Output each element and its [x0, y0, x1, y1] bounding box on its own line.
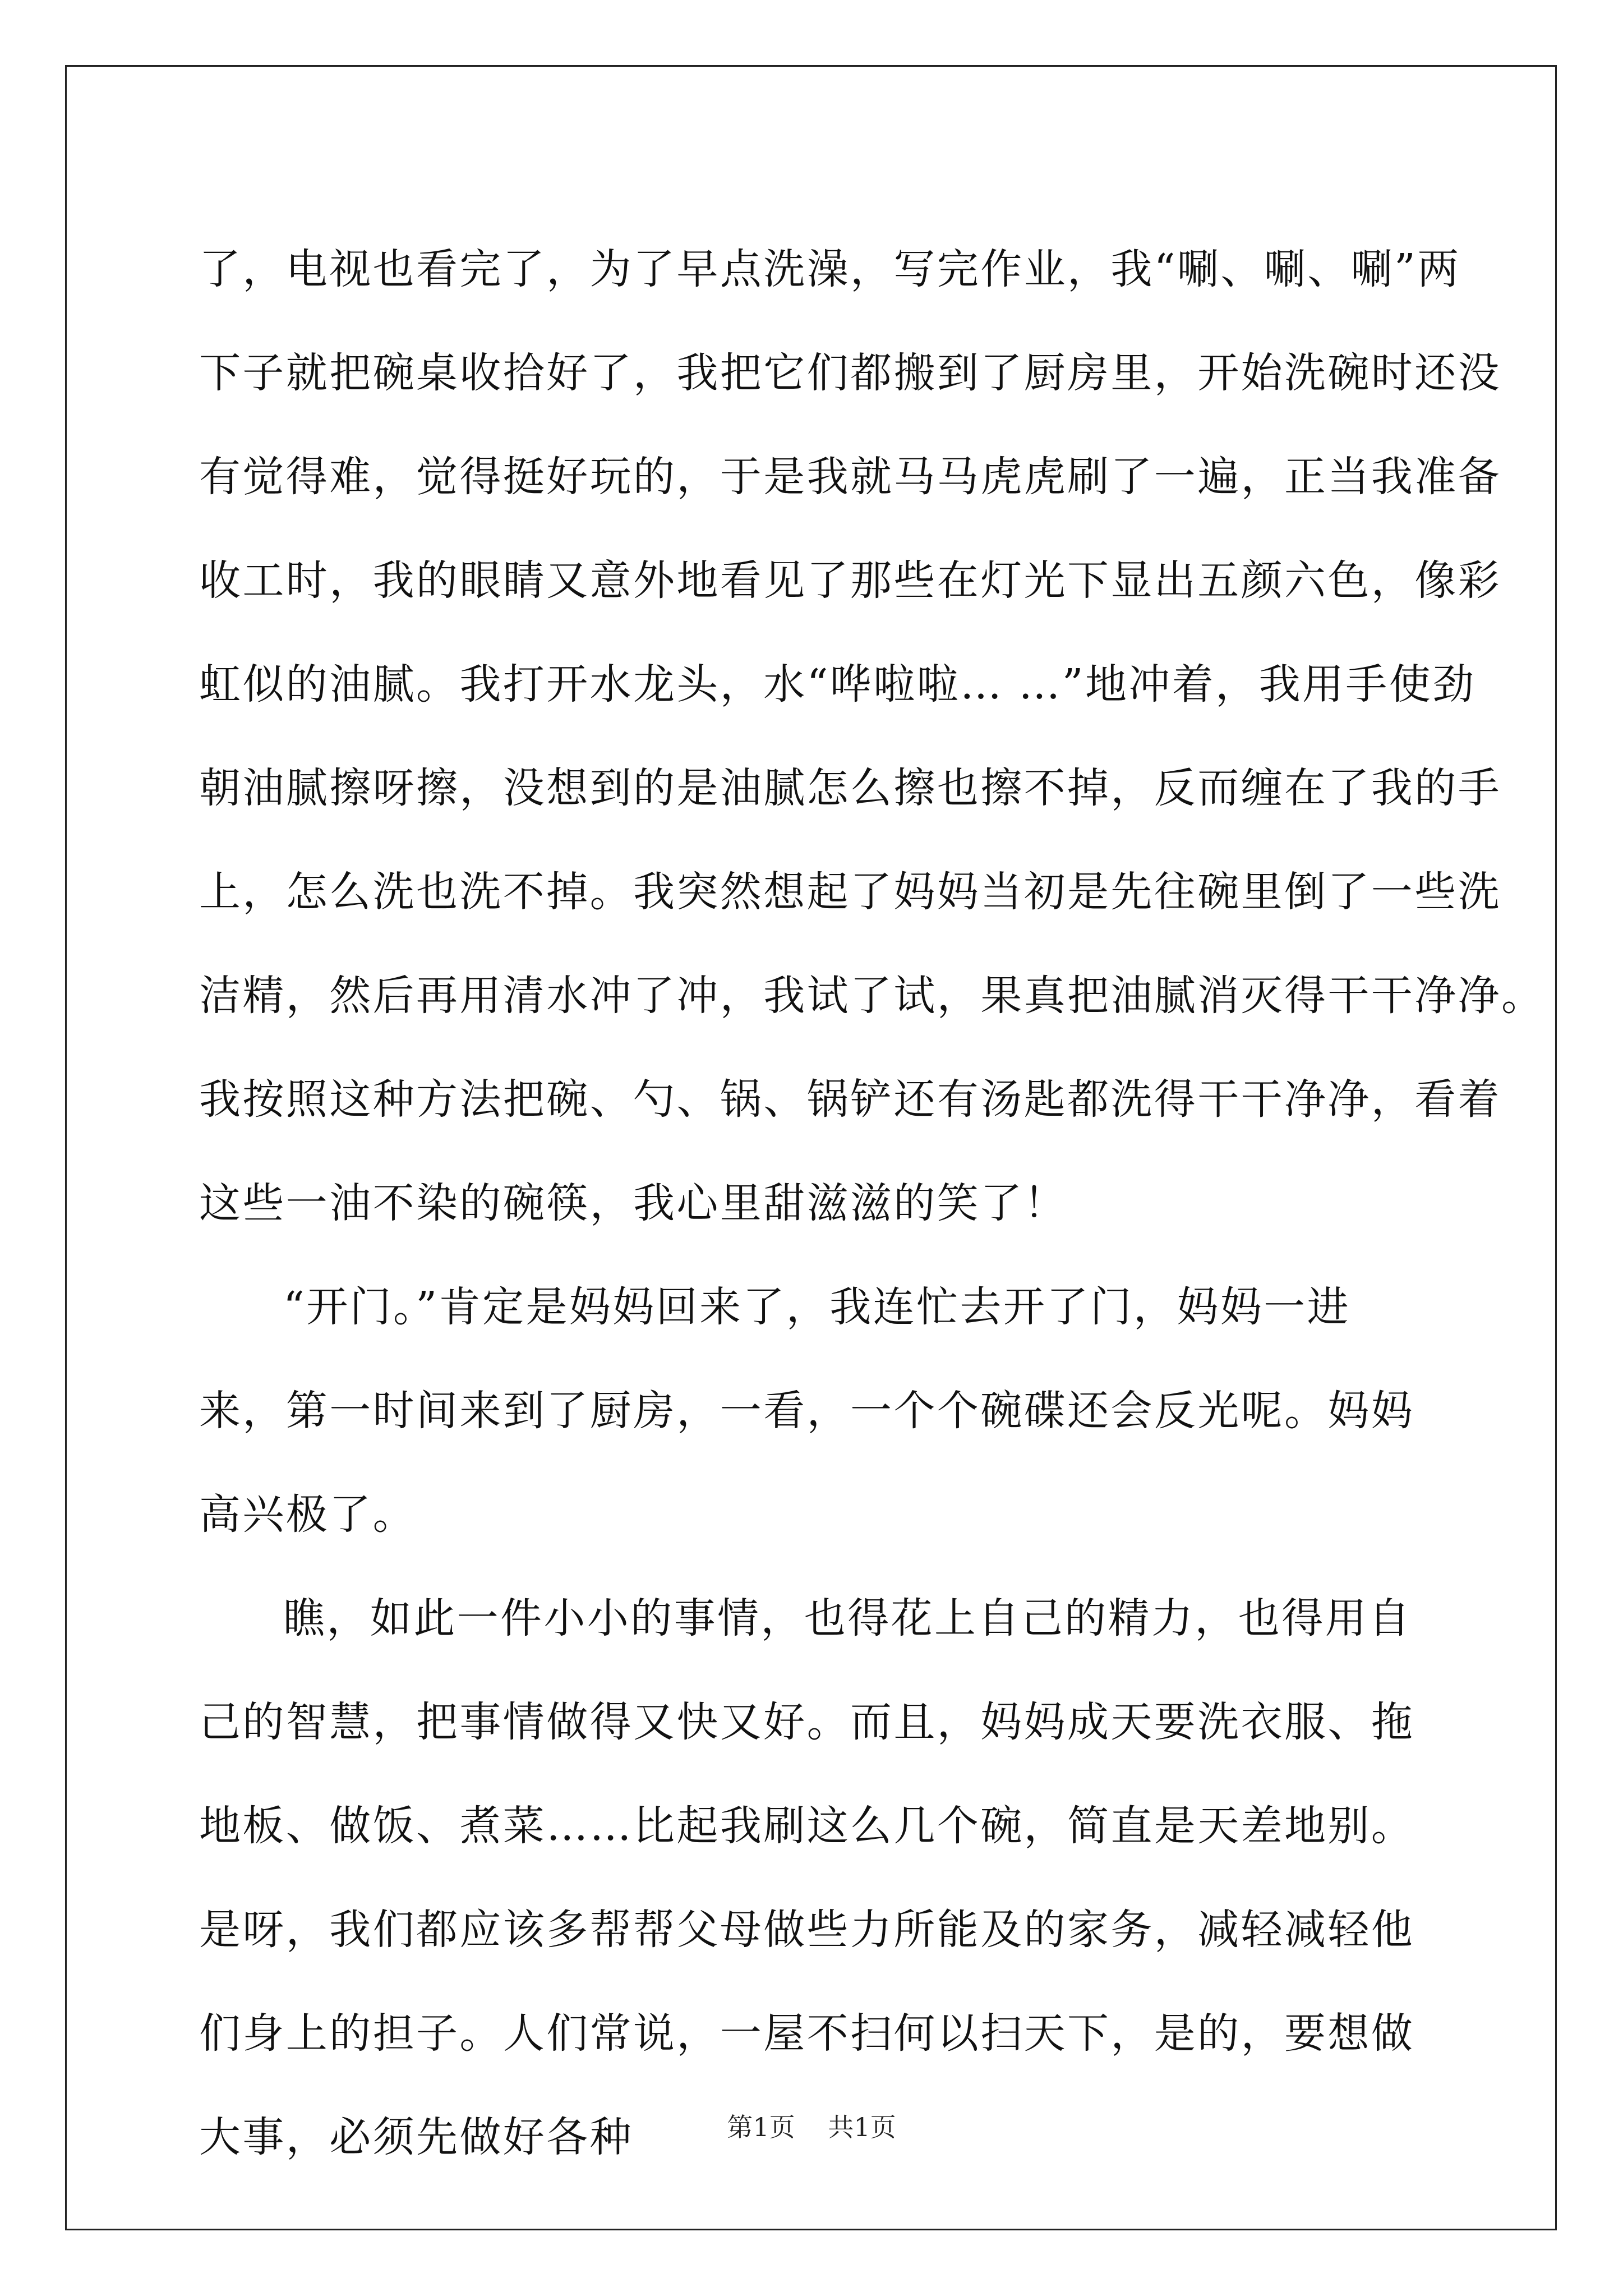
page-total: 共1页 [828, 2112, 896, 2142]
body-line: 我按照这种方法把碗、勺、锅、锅铲还有汤匙都洗得干干净净，看着 [199, 1075, 1501, 1124]
page-number: 第1页 [727, 2112, 795, 2142]
body-line: 洁精，然后再用清水冲了冲，我试了试，果真把油腻消灭得干干净净。 [199, 972, 1545, 1020]
body-line: 虹似的油腻。我打开水龙头，水“哗啦啦… …”地冲着，我用手使劲 [199, 660, 1476, 708]
body-line: 下子就把碗桌收拾好了，我把它们都搬到了厨房里，开始洗碗时还没 [199, 349, 1501, 397]
document-body [199, 218, 1545, 2189]
paragraph-reflection: 瞧，如此一件小小的事情，也得花上自己的精力，也得用自己的智慧，把事情做得又快又好。而且，妈妈成天要洗衣服、拖地板、做饭、煮菜……比起我刷这么几个碗，简直是天差地别。是呀，我们都应该多帮帮父母做些力所能及的家务，减轻减轻他们身上的担子。人们常说，一屋不扫何以扫天下，是的，要想做大事，必须先做好各种 [199, 1594, 1415, 2161]
body-line: 收工时，我的眼睛又意外地看见了那些在灯光下显出五颜六色，像彩 [199, 556, 1501, 605]
body-line: 了，电视也看完了，为了早点洗澡，写完作业，我“唰、唰、唰”两 [199, 245, 1461, 293]
body-line: 上，怎么洗也洗不掉。我突然想起了妈妈当初是先往碗里倒了一些洗 [199, 868, 1501, 916]
page-footer [0, 2107, 1623, 2144]
paragraph-door: “开门。”肯定是妈妈回来了，我连忙去开了门，妈妈一进来，第一时间来到了厨房，一看，一个个碗碟还会反光呢。妈妈高兴极了。 [199, 1283, 1415, 1539]
body-line: 有觉得难，觉得挺好玩的，于是我就马马虎虎刷了一遍，正当我准备 [199, 453, 1501, 501]
body-line: 朝油腻擦呀擦，没想到的是油腻怎么擦也擦不掉，反而缠在了我的手 [199, 764, 1501, 812]
body-line: 这些一油不染的碗筷，我心里甜滋滋的笑了！ [199, 1179, 1067, 1227]
